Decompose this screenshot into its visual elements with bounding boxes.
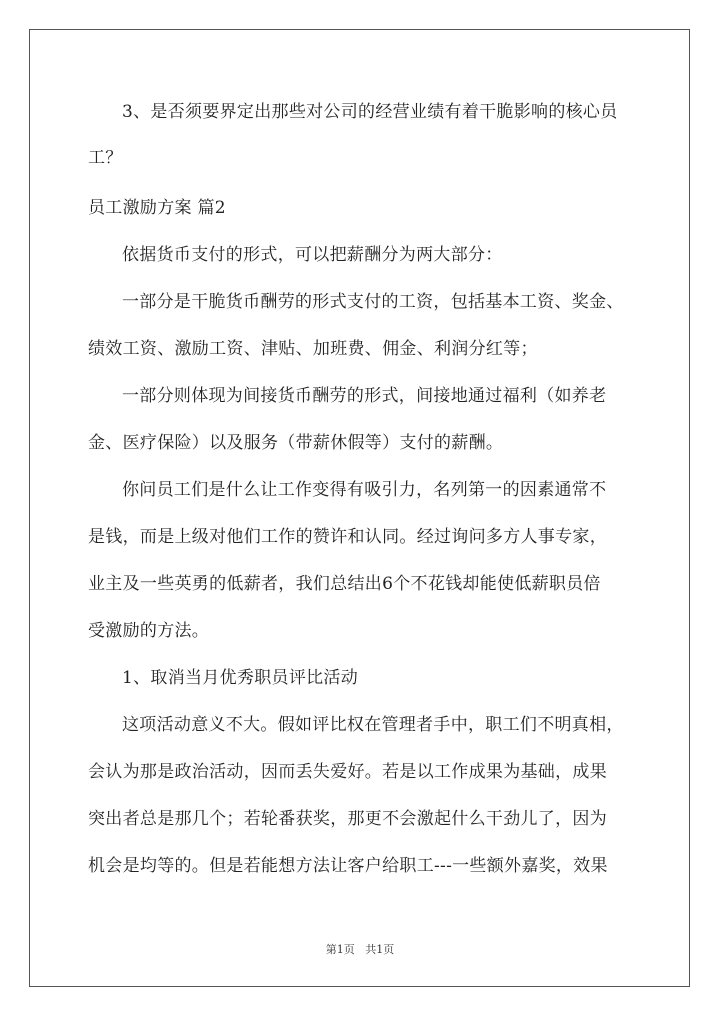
section-heading: 员工激励方案 篇2: [88, 198, 226, 218]
text-line: 这项活动意义不大。假如评比权在管理者手中，职工们不明真相，: [122, 715, 624, 735]
text-line: 一部分是干脆货币酬劳的形式支付的工资，包括基本工资、奖金、: [122, 292, 624, 312]
text-line: 业主及一些英勇的低薪者，我们总结出6个不花钱却能使低薪职员倍: [88, 574, 601, 594]
page-number: 第1页: [325, 943, 355, 956]
text-line: 你问员工们是什么让工作变得有吸引力，名列第一的因素通常不: [122, 480, 607, 500]
text-line: 依据货币支付的形式，可以把薪酬分为两大部分：: [122, 245, 503, 265]
list-heading: 1、取消当月优秀职员评比活动: [122, 668, 359, 688]
page-border: [29, 29, 690, 987]
text-line: 突出者总是那几个；若轮番获奖，那更不会激起什么干劲儿了，因为: [88, 809, 607, 829]
text-line: 一部分则体现为间接货币酬劳的形式，间接地通过福利（如养老: [122, 386, 607, 406]
page-footer: [0, 943, 720, 957]
text-line: 受激励的方法。: [88, 621, 210, 641]
text-line: 机会是均等的。但是若能想方法让客户给职工---一些额外嘉奖，效果: [88, 856, 608, 876]
text-line: 会认为那是政治活动，因而丢失爱好。若是以工作成果为基础，成果: [88, 762, 607, 782]
page-total: 共1页: [365, 943, 395, 956]
text-line: 工？: [88, 148, 123, 168]
footer-separator: [355, 943, 366, 956]
text-line: 3、是否须要界定出那些对公司的经营业绩有着干脆影响的核心员: [122, 102, 618, 122]
text-line: 绩效工资、激励工资、津贴、加班费、佣金、利润分红等；: [88, 339, 538, 359]
text-line: 金、医疗保险）以及服务（带薪休假等）支付的薪酬。: [88, 433, 504, 453]
text-line: 是钱，而是上级对他们工作的赞许和认同。经过询问多方人事专家，: [88, 527, 607, 547]
